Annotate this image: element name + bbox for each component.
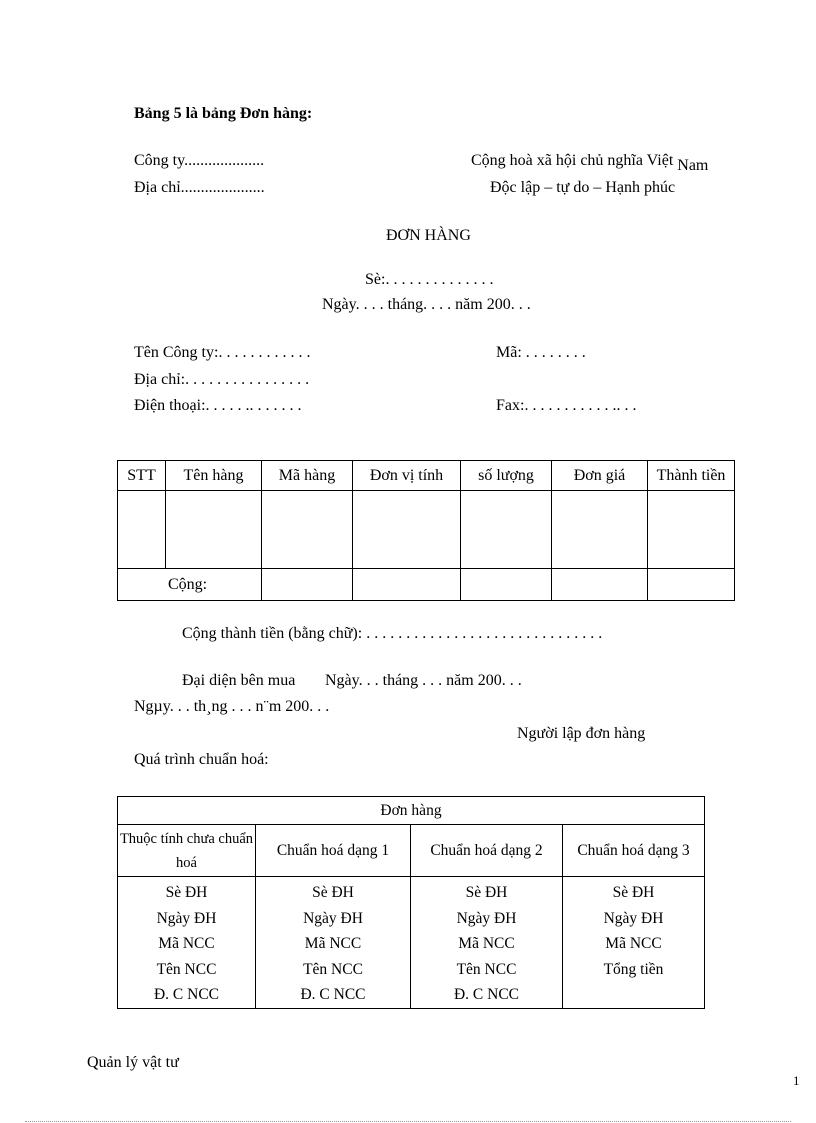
order-date-line: Ngày. . . . tháng. . . . năm 200. . . [322, 296, 531, 313]
section-heading: Bảng 5 là bảng Đơn hàng: [134, 105, 313, 122]
table-cell [262, 491, 353, 569]
table-cell [118, 491, 166, 569]
col-header-quantity: số lượng [461, 461, 552, 491]
norm-table-body-row [118, 877, 705, 1009]
table-cell [552, 491, 648, 569]
attr-item: Mã NCC [605, 935, 662, 952]
footer-title: Quản lý vật tư [87, 1054, 179, 1071]
table-cell [166, 491, 262, 569]
republic-line [471, 152, 709, 174]
attr-item: Ngày ĐH [156, 909, 217, 927]
republic-text: Cộng hoà xã hội chủ nghĩa Việt [471, 152, 674, 169]
col-header-unit-price: Đơn giá [552, 461, 648, 491]
attr-item: Sè ĐH [165, 884, 208, 901]
norm-col-2nf [411, 877, 563, 1009]
table-cell [461, 491, 552, 569]
col-header-item-name: Tên hàng [166, 461, 262, 491]
attr-item: Ngày ĐH [603, 909, 664, 927]
attr-item: Sè ĐH [612, 884, 655, 901]
total-label: Cộng: [118, 569, 262, 601]
order-number-line: Sè:. . . . . . . . . . . . . . [365, 271, 494, 288]
norm-header-3nf: Chuẩn hoá dạng 3 [563, 825, 705, 877]
norm-header-1nf: Chuẩn hoá dạng 1 [256, 825, 411, 877]
norm-table-header-row [118, 825, 705, 877]
form-title: ĐƠN HÀNG [386, 227, 471, 244]
supplier-name-field: Tên Công ty:. . . . . . . . . . . . [134, 344, 311, 361]
buyer-date-line: Ngày. . . tháng . . . năm 200. . . [325, 672, 522, 689]
attr-item: Ngày ĐH [303, 909, 363, 927]
supplier-address-field: Địa chỉ:. . . . . . . . . . . . . . . . [134, 371, 310, 388]
footer-divider [25, 1121, 791, 1122]
attr-item: Tổng tiền [603, 960, 664, 978]
attr-item: Mã NCC [158, 935, 215, 952]
attr-item: Đ. C NCC [153, 986, 220, 1003]
total-in-words-line: Cộng thành tiền (bằng chữ): . . . . . . . . . . . . . . . . . . . . . . . . . . . . . . [182, 625, 603, 642]
supplier-phone-field: Điện thoại:. . . . . .. . . . . . . [134, 397, 302, 414]
table-cell [552, 569, 648, 601]
order-creator-label: Người lập đơn hàng [517, 725, 646, 742]
norm-table-title: Đơn hàng [118, 797, 705, 825]
attr-item: Mã NCC [304, 935, 362, 952]
col-header-amount: Thành tiền [648, 461, 735, 491]
order-table [117, 460, 735, 601]
table-cell [648, 569, 735, 601]
norm-header-unnormalized: Thuộc tính chưa chuẩn hoá [118, 825, 256, 877]
norm-table-title-row [118, 797, 705, 825]
supplier-code-field: Mã: . . . . . . . . [496, 344, 586, 361]
attr-item: Tên NCC [156, 960, 217, 978]
page-number: 1 [793, 1073, 800, 1088]
normalization-table [117, 796, 705, 1009]
supplier-fax-field: Fax:. . . . . . . . . . . .. . . [496, 397, 637, 414]
order-table-header-row [118, 461, 735, 491]
norm-col-unnormalized [118, 877, 256, 1009]
col-header-item-code: Mã hàng [262, 461, 353, 491]
address-field: Địa chỉ..................... [134, 179, 265, 196]
normalization-heading: Quá trình chuẩn hoá: [134, 751, 269, 768]
buyer-representative: Đại diện bên mua [182, 672, 296, 689]
table-cell [353, 491, 461, 569]
norm-col-3nf [563, 877, 705, 1009]
attr-item: Mã NCC [458, 935, 515, 952]
table-cell [262, 569, 353, 601]
order-table-total-row [118, 569, 735, 601]
order-table-body-row [118, 491, 735, 569]
motto-line: Độc lập – tự do – Hạnh phúc [490, 179, 676, 196]
attr-item: Tên NCC [303, 960, 363, 978]
col-header-unit: Đơn vị tính [353, 461, 461, 491]
attr-item: Đ. C NCC [453, 986, 520, 1003]
col-header-stt: STT [118, 461, 166, 491]
table-cell [648, 491, 735, 569]
table-cell [461, 569, 552, 601]
attr-item: Sè ĐH [312, 884, 354, 901]
attr-item: Sè ĐH [465, 884, 508, 901]
attr-item: Đ. C NCC [300, 986, 366, 1003]
garbled-date-line: Ngµy. . . th¸ng . . . n¨m 200. . . [134, 698, 330, 715]
norm-header-2nf: Chuẩn hoá dạng 2 [411, 825, 563, 877]
attr-item: Tên NCC [456, 960, 517, 978]
norm-col-1nf [256, 877, 411, 1009]
attr-item: Ngày ĐH [456, 909, 517, 927]
company-field: Công ty.................... [134, 152, 265, 169]
republic-end: Nam [677, 157, 709, 174]
table-cell [353, 569, 461, 601]
